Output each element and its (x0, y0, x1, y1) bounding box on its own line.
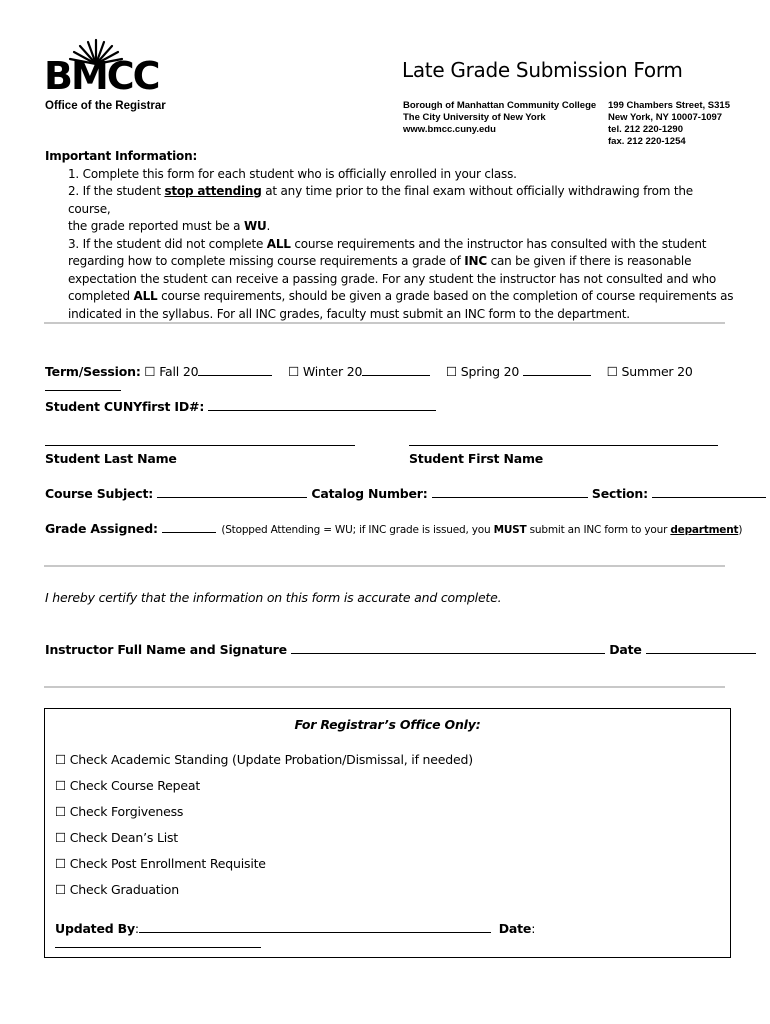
info-item-2d: the grade reported must be a (68, 219, 244, 233)
registrar-date-label: Date (498, 921, 532, 936)
check-deans-list[interactable]: ☐ Check Dean’s List (55, 830, 179, 845)
term-fall-year-field[interactable] (198, 375, 272, 376)
info-item-2b: stop attending (164, 184, 262, 198)
registrar-checklist (55, 747, 473, 903)
cunyfirst-row (45, 399, 436, 414)
logo-text: BMCC (44, 54, 159, 98)
bmcc-logo (44, 36, 184, 96)
term-winter-label: ☐ Winter 20 (288, 364, 363, 379)
last-name-field[interactable] (45, 445, 355, 446)
registrar-box (44, 708, 731, 958)
info-item-3-l4a: completed (68, 289, 134, 303)
important-info (45, 148, 735, 323)
term-spring-year-field[interactable] (523, 375, 591, 376)
info-item-3-l3: expectation the student can receive a passing grade. For any student the instructor has not consulted and who (68, 271, 717, 286)
info-item-2 (45, 183, 735, 218)
course-subject-label: Course Subject: (45, 486, 154, 501)
info-item-3-l1b: ALL (266, 236, 291, 251)
check-graduation[interactable]: ☐ Check Graduation (55, 882, 179, 897)
divider-1 (44, 322, 725, 324)
term-summer-year-field[interactable] (45, 390, 121, 391)
instructor-signature-field[interactable] (291, 653, 605, 654)
updated-by-label: Updated By (55, 921, 135, 936)
info-item-3-l1c: course requirements and the instructor has consulted with the student (290, 236, 707, 251)
term-summer-label: ☐ Summer 20 (606, 364, 693, 379)
info-heading: Important Information: (45, 149, 198, 163)
grade-field[interactable] (162, 532, 216, 533)
info-item-3-l2a: regarding how to complete missing course requirements a grade of (68, 254, 465, 268)
first-name-field[interactable] (409, 445, 718, 446)
course-subject-field[interactable] (157, 497, 307, 498)
check-course-repeat[interactable]: ☐ Check Course Repeat (55, 778, 201, 793)
office-name: Office of the Registrar (45, 100, 166, 112)
info-item-1-text: 1. Complete this form for each student who is officially enrolled in your class. (68, 166, 517, 181)
instructor-label: Instructor Full Name and Signature (45, 642, 287, 657)
check-academic-standing[interactable]: ☐ Check Academic Standing (Update Probation/Dismissal, if needed) (55, 752, 473, 767)
instructor-date-label: Date (609, 642, 642, 657)
course-row (45, 486, 766, 501)
info-item-3-l4b: ALL (133, 289, 158, 303)
section-label: Section: (591, 486, 648, 501)
divider-2 (44, 565, 725, 567)
info-item-1 (45, 166, 735, 184)
info-item-3-line5 (45, 306, 735, 324)
grade-note-e: ) (738, 524, 743, 536)
catalog-number-field[interactable] (432, 497, 588, 498)
info-item-2e: WU (243, 219, 267, 233)
term-label: Term/Session: (45, 364, 141, 379)
college-website: www.bmcc.cuny.edu (403, 124, 496, 135)
college-name: Borough of Manhattan Community College (403, 100, 597, 111)
grade-note-a: (Stopped Attending = WU; if INC grade is issued, you (221, 524, 494, 536)
address-info (608, 100, 730, 148)
info-item-3-line4 (45, 288, 735, 306)
info-item-3-l2c: can be given if there is reasonable (486, 254, 692, 268)
info-item-3-line3 (45, 271, 735, 289)
term-row (45, 364, 735, 394)
updated-by-row: Updated By: Date: (55, 921, 730, 951)
check-forgiveness[interactable]: ☐ Check Forgiveness (55, 804, 184, 819)
certify-statement: I hereby certify that the information on this form is accurate and complete. (45, 590, 502, 605)
address-fax: fax. 212 220-1254 (608, 136, 686, 147)
grade-label: Grade Assigned: (45, 521, 158, 536)
grade-row (45, 521, 742, 536)
grade-note-c: submit an INC form to your (526, 524, 671, 536)
first-name-label: Student First Name (409, 451, 544, 466)
info-item-2f: . (266, 219, 271, 233)
info-item-3-l5: indicated in the syllabus. For all INC grades, faculty must submit an INC form to the department. (68, 306, 630, 321)
university-name: The City University of New York (403, 112, 546, 123)
divider-3 (44, 686, 725, 688)
term-winter-checkbox[interactable] (288, 364, 430, 379)
instructor-date-field[interactable] (646, 653, 756, 654)
college-info (403, 100, 596, 136)
info-item-3 (45, 236, 735, 254)
info-item-3-l1a: 3. If the student did not complete (68, 236, 267, 251)
cunyfirst-label: Student CUNYfirst ID#: (45, 399, 205, 414)
registrar-date-field[interactable] (55, 947, 261, 948)
address-city: New York, NY 10007-1097 (608, 112, 723, 123)
term-winter-year-field[interactable] (362, 375, 430, 376)
registrar-heading: For Registrar’s Office Only: (294, 717, 481, 732)
info-item-2-cont (45, 218, 735, 236)
info-item-3-line2 (45, 253, 735, 271)
last-name-label: Student Last Name (45, 451, 177, 466)
cunyfirst-id-field[interactable] (208, 410, 436, 411)
grade-note-department: department (670, 524, 739, 536)
address-tel: tel. 212 220-1290 (608, 124, 684, 135)
info-item-3-l2b: INC (464, 254, 487, 268)
check-post-enrollment[interactable]: ☐ Check Post Enrollment Requisite (55, 856, 266, 871)
updated-by-field[interactable] (139, 932, 491, 933)
info-item-2a: 2. If the student (68, 184, 165, 198)
grade-note-must: MUST (493, 524, 527, 536)
instructor-row (45, 642, 756, 657)
address-street: 199 Chambers Street, S315 (608, 100, 730, 111)
term-fall-label: ☐ Fall 20 (144, 364, 199, 379)
grade-note (221, 524, 742, 536)
term-spring-checkbox[interactable] (446, 364, 591, 379)
term-spring-label: ☐ Spring 20 (445, 364, 523, 379)
info-item-2c: at any time prior to the final exam without officially withdrawing from the course, (68, 184, 693, 216)
section-field[interactable] (652, 497, 766, 498)
info-item-3-l4c: course requirements, should be given a grade based on the completion of course requirements as (157, 289, 734, 303)
catalog-number-label: Catalog Number: (311, 486, 428, 501)
form-title: Late Grade Submission Form (402, 58, 683, 82)
term-fall-checkbox[interactable] (144, 364, 272, 379)
